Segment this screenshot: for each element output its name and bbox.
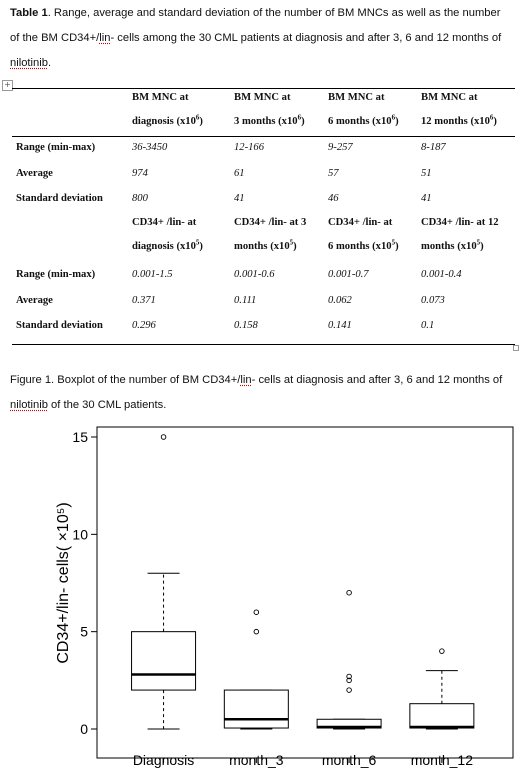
x-tick-label: Diagnosis <box>132 752 195 768</box>
cd34-cell: 0.141 <box>328 320 352 331</box>
row-label: Range (min-max) <box>16 269 96 280</box>
table-caption: Table 1. Range, average and standard deviation of the number of BM MNCs as well as the number of the BM CD34+/lin- cells among the 30 CML patients at diagnosis and after 3, 6 and 12 months of nilotinib. <box>10 7 502 69</box>
cd34-header-line1: CD34+ /lin- at <box>328 217 393 228</box>
mnc-cell: 974 <box>132 168 148 179</box>
row-label: Range (min-max) <box>16 142 96 153</box>
outlier-point <box>440 649 445 654</box>
y-axis-label: CD34+/lin- cells( ×10⁵) <box>55 502 72 664</box>
outlier-point <box>347 688 352 693</box>
mnc-cell: 57 <box>328 168 339 179</box>
mnc-header-line1: BM MNC at <box>421 92 478 103</box>
mnc-cell: 46 <box>328 193 339 204</box>
cd34-cell: 0.001-0.6 <box>234 269 275 280</box>
x-tick-label: month_6 <box>321 752 377 768</box>
cd34-header-line1: CD34+ /lin- at <box>132 217 197 228</box>
outlier-point <box>254 629 259 634</box>
cd34-cell: 0.001-0.4 <box>421 269 462 280</box>
mnc-cell: 8-187 <box>421 142 446 153</box>
row-label: Standard deviation <box>16 193 103 204</box>
cd34-header-line2: months $(x10^5)$ <box>234 238 297 252</box>
y-tick-label: 5 <box>80 623 88 640</box>
cd34-cell: 0.062 <box>328 295 352 306</box>
table-bottom-rule <box>12 344 515 345</box>
mnc-cell: 41 <box>234 193 245 204</box>
row-label: Average <box>16 295 53 306</box>
y-tick-label: 10 <box>72 526 88 543</box>
outlier-point <box>161 435 166 440</box>
mnc-cell: 36-3450 <box>132 142 168 153</box>
mnc-cell: 12-166 <box>234 142 265 153</box>
mnc-cell: 800 <box>132 193 148 204</box>
row-label: Standard deviation <box>16 320 103 331</box>
mnc-cell: 51 <box>421 168 432 179</box>
y-tick-label: 15 <box>72 429 88 445</box>
cd34-header-line2: 6 months $(x10^5)$ <box>328 238 399 252</box>
cd34-cell: 0.001-0.7 <box>328 269 369 280</box>
mnc-header-line2: 6 months $(x10^6)$ <box>328 113 399 127</box>
mnc-header-line2: 3 months $(x10^6)$ <box>234 113 305 127</box>
box-iqr <box>224 690 288 728</box>
outlier-point <box>347 590 352 595</box>
mnc-header-line2: 12 months $(x10^6)$ <box>421 113 497 127</box>
mnc-cell: 41 <box>421 193 432 204</box>
table-move-handle-icon[interactable]: + <box>2 80 13 91</box>
cd34-header-line1: CD34+ /lin- at 12 <box>421 217 499 228</box>
y-tick-label: 0 <box>80 721 88 737</box>
mnc-cell: 9-257 <box>328 142 353 153</box>
box-iqr <box>410 704 474 728</box>
table-top-rule <box>12 88 515 89</box>
mnc-header-line1: BM MNC at <box>132 92 189 103</box>
row-label: Average <box>16 168 53 179</box>
cd34-header-line2: diagnosis $(x10^5)$ <box>132 238 203 252</box>
cd34-cell: 0.296 <box>132 320 156 331</box>
table-header-rule <box>12 136 515 137</box>
x-tick-label: month_3 <box>229 752 284 768</box>
cd34-cell: 0.1 <box>421 320 435 331</box>
cd34-cell: 0.158 <box>234 320 258 331</box>
cd34-cell: 0.111 <box>234 295 257 306</box>
mnc-header-line2: diagnosis $(x10^6)$ <box>132 113 203 127</box>
outlier-point <box>254 610 259 615</box>
cd34-cell: 0.073 <box>421 295 445 306</box>
cd34-header-line1: CD34+ /lin- at 3 <box>234 217 307 228</box>
box-iqr <box>132 632 196 690</box>
mnc-header-line1: BM MNC at <box>234 92 291 103</box>
boxplot-chart <box>0 425 520 769</box>
mnc-cell: 61 <box>234 168 245 179</box>
table-resize-handle[interactable] <box>513 345 519 351</box>
cd34-cell: 0.001-1.5 <box>132 269 173 280</box>
cd34-cell: 0.371 <box>132 295 156 306</box>
cd34-header-line2: months $(x10^5)$ <box>421 238 484 252</box>
mnc-header-line1: BM MNC at <box>328 92 385 103</box>
figure-caption: Figure 1. Boxplot of the number of BM CD34+/lin- cells at diagnosis and after 3, 6 and 12 months of nilotinib of the 30 CML patients. <box>10 374 503 411</box>
x-tick-label: month_12 <box>410 752 474 768</box>
